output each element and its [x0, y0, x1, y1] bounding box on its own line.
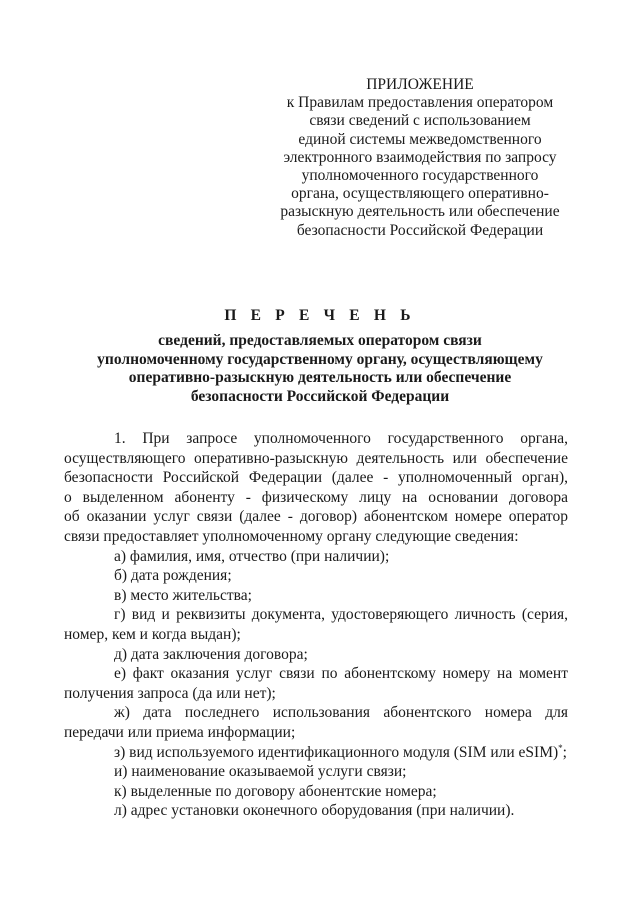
subtitle-line: уполномоченному государственному органу, осуществляющему: [97, 350, 543, 368]
document-subtitle: [60, 332, 580, 406]
list-item: в) место жительства;: [114, 586, 252, 604]
list-item: ж) дата последнего использования абонентского номера для: [114, 704, 568, 722]
list-item: и) наименование оказываемой услуги связи;: [114, 763, 407, 781]
paragraph-line: 1. При запросе уполномоченного государственного органа,: [114, 430, 568, 447]
paragraph-line: связи предоставляет уполномоченному органу следующие сведения:: [64, 527, 519, 545]
list-item: г) вид и реквизиты документа, удостоверяющего личность (серия,: [114, 606, 568, 624]
subtitle-line: безопасности Российской Федерации: [190, 387, 450, 405]
document-body: [64, 429, 568, 821]
list-item: а) фамилия, имя, отчество (при наличии);: [114, 547, 390, 565]
list-item: [64, 743, 568, 763]
subtitle-line: оперативно-разыскную деятельность или обеспечение: [128, 369, 512, 387]
paragraph-line: осуществляющего оперативно-разыскную деятельность или обеспечение: [64, 449, 568, 467]
list-item-end: ;: [562, 743, 567, 761]
list-item: л) адрес установки оконечного оборудования (при наличии).: [114, 802, 515, 820]
list-item-continuation: передачи или приема информации;: [64, 723, 296, 741]
subtitle-line: сведений, предоставляемых оператором связи: [158, 332, 482, 349]
appendix-line: связи сведений с использованием: [309, 112, 531, 130]
list-item: д) дата заключения договора;: [114, 645, 308, 663]
appendix-line: электронного взаимодействия по запросу: [283, 148, 557, 166]
list-item: к) выделенные по договору абонентские номера;: [114, 782, 437, 800]
paragraph-line: безопасности Российской Федерации (далее - уполномоченный орган),: [64, 469, 568, 487]
list-item: б) дата рождения;: [114, 567, 232, 585]
list-item-text: з) вид используемого идентификационного модуля (SIM или eSIM): [114, 743, 559, 761]
appendix-line: безопасности Российской Федерации: [296, 221, 544, 239]
document-heading: П Е Р Е Ч Е Н Ь: [224, 307, 416, 324]
appendix-line: единой системы межведомственного: [298, 130, 542, 148]
appendix-line: к Правилам предоставления оператором: [286, 94, 554, 112]
paragraph-line: о выделенном абоненту - физическому лицу на основании договора: [64, 488, 568, 506]
appendix-line: уполномоченного государственного: [301, 167, 539, 185]
appendix-line: органа, осуществляющего оперативно-: [291, 185, 549, 203]
paragraph-line: об оказании услуг связи (далее - договор) абонентском номере оператор: [64, 508, 568, 526]
appendix-title: ПРИЛОЖЕНИЕ: [366, 76, 474, 93]
list-item-continuation: получения запроса (да или нет);: [64, 684, 276, 702]
list-item: е) факт оказания услуг связи по абонентскому номеру на момент: [114, 665, 568, 683]
appendix-block: [272, 76, 568, 240]
appendix-line: разыскную деятельность или обеспечение: [280, 203, 560, 221]
list-item-continuation: номер, кем и когда выдан);: [64, 625, 241, 643]
footnote-mark: *: [558, 742, 563, 753]
